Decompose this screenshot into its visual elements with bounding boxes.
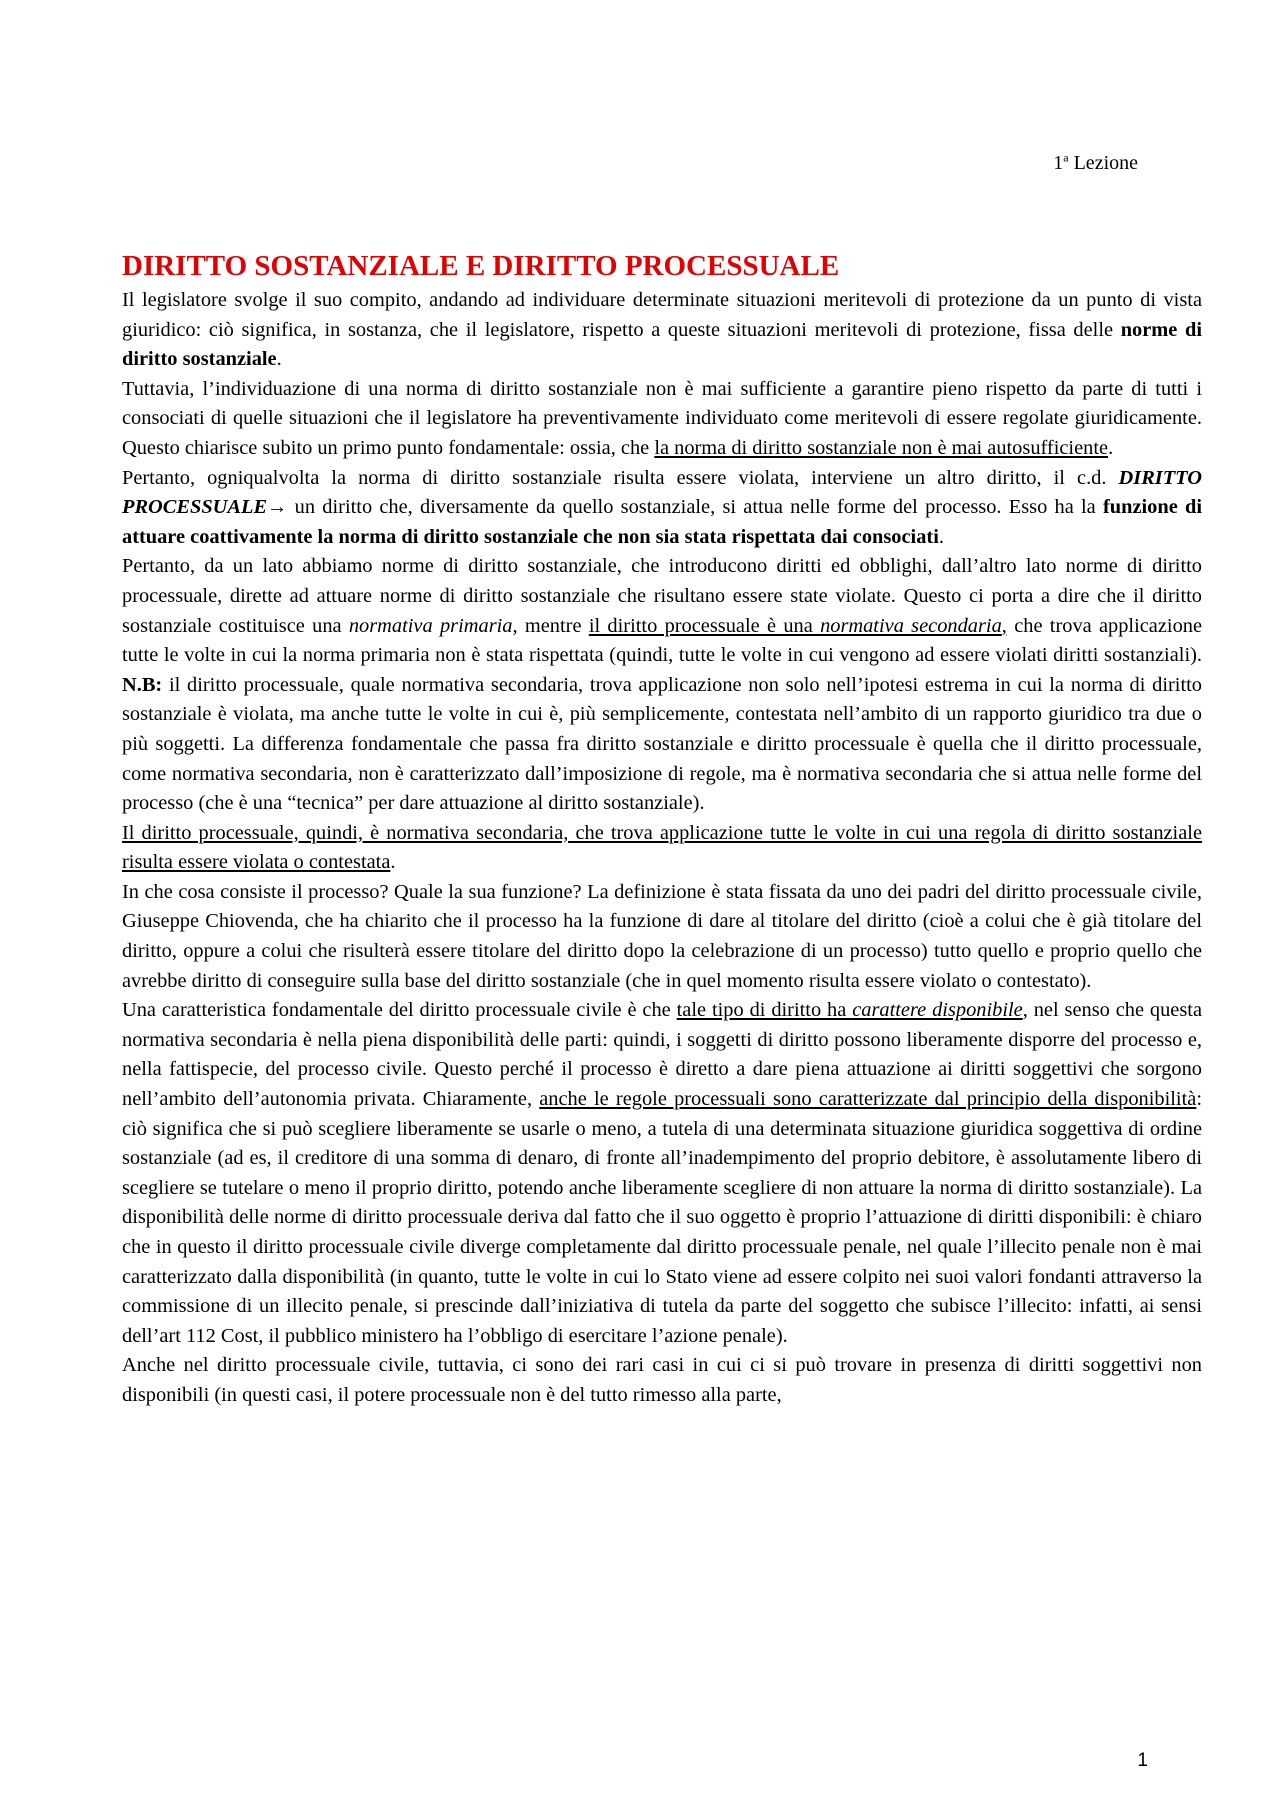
paragraph-3 <box>122 464 1202 553</box>
text-run: Anche nel diritto processuale civile, tuttavia, ci sono dei rari casi in cui ci si può trovare in presenza di diritti soggettivi non disponibili (in questi casi, il potere processuale non è del tutto rimesso alla parte, <box>122 1354 1202 1406</box>
section-title: DIRITTO SOSTANZIALE E DIRITTO PROCESSUALE <box>122 250 840 282</box>
lesson-ordinal-suffix: a <box>1063 150 1069 165</box>
text-run: . <box>390 851 396 874</box>
underlined-italic-run: normativa secondaria <box>820 614 1002 637</box>
underlined-run: , <box>1001 614 1007 637</box>
paragraph-6 <box>122 878 1202 996</box>
page-number: 1 <box>1137 1750 1148 1771</box>
document-body <box>122 286 1202 1411</box>
text-run: Il legislatore svolge il suo compito, andando ad individuare determinate situazioni meritevoli di protezione da un punto di vista giuridico: ciò significa, in sostanza, che il legislatore, rispetto a queste situazioni meritevoli di protezione, fissa delle <box>122 289 1202 341</box>
paragraph-8 <box>122 1351 1202 1410</box>
text-run: In che cosa consiste il processo? Quale la sua funzione? La definizione è stata fissata da uno dei padri del diritto processuale civile, Giuseppe Chiovenda, che ha chiarito che il processo ha la funzione di dare al titolare del diritto (cioè a colui che è già titolare del diritto, oppure a colui che risulterà essere titolare del diritto dopo la celebrazione di un processo) tutto quello e proprio quello che avrebbe diritto di conseguire sulla base del diritto sostanziale (che in quel momento risulta essere violato o contestato). <box>122 880 1202 992</box>
text-run: che trova applicazione tutte le volte in cui la norma primaria non è stata rispettata (quindi, tutte le volte in cui vengono ad essere violati diritti sostanziali). <box>122 614 1203 667</box>
text-run: il diritto processuale, quale normativa secondaria, trova applicazione non solo nell’ipotesi estrema in cui la norma di diritto sostanziale è violata, ma anche tutte le volte in cui è, più semplicemente, contestata nell’ambito di un rapporto giuridico tra due o più soggetti. La differenza fondamentale che passa fra diritto sostanziale e diritto processuale è quella che il diritto processuale, come normativa secondaria, non è caratterizzato dall’imposizione di regole, ma è normativa secondaria che si attua nelle forme del processo (che è una “tecnica” per dare attuazione al diritto sostanziale). <box>122 673 1202 815</box>
text-run: . <box>276 348 282 371</box>
paragraph-4 <box>122 552 1202 818</box>
bold-run: N.B: <box>122 673 163 696</box>
lesson-number: 1 <box>1053 152 1064 174</box>
underlined-run: Il diritto processuale, quindi, è normativa secondaria, che trova applicazione tutte le volte in cui una regola di diritto sostanziale risulta essere violata o contestata <box>122 821 1202 874</box>
bold-run: funzione di attuare coattivamente la norma di diritto sostanziale che non sia stata rispettata dai consociati <box>122 496 1202 548</box>
text-run: Una caratteristica fondamentale del diritto processuale civile è che <box>122 999 677 1022</box>
underlined-italic-run: carattere disponibile <box>852 999 1023 1022</box>
text-run: , nel senso che questa normativa secondaria è nella piena disponibilità delle parti: quindi, i soggetti di diritto possono liberamente disporre del processo e, nella fattispecie, del processo civile. Questo perché il processo è diretto a dare piena attuazione ai diritti soggettivi che sorgono nell’ambito dell’autonomia privata. Chiaramente, <box>122 999 1202 1111</box>
underlined-run: anche le regole processuali sono caratterizzate dal principio della disponibilità <box>539 1088 1197 1111</box>
italic-run: normativa primaria <box>348 614 513 637</box>
lesson-label: Lezione <box>1073 152 1138 174</box>
text-run: . <box>1108 436 1114 459</box>
text-run: → un diritto che, diversamente da quello sostanziale, si attua nelle forme del processo. Esso ha la <box>267 496 1103 519</box>
paragraph-2 <box>122 375 1202 464</box>
text-run: , mentre <box>512 614 589 637</box>
underlined-run: tale tipo di diritto ha <box>676 999 853 1022</box>
paragraph-5 <box>122 819 1202 878</box>
text-run: Tuttavia, l’individuazione di una norma di diritto sostanziale non è mai sufficiente a garantire pieno rispetto da parte di tutti i consociati di quelle situazioni che il legislatore ha preventivamente individuato come meritevoli di essere regolate giuridicamente. Questo chiarisce subito un primo punto fondamentale: ossia, che <box>122 377 1202 459</box>
underlined-run: la norma di diritto sostanziale non è mai autosufficiente <box>654 436 1109 459</box>
text-run: Pertanto, da un lato abbiamo norme di diritto sostanziale, che introducono diritti ed obblighi, dall’altro lato norme di diritto processuale, dirette ad attuare norme di diritto sostanziale che risultano essere state violate. Questo ci porta a dire che il diritto sostanziale costituisce una <box>122 555 1202 637</box>
text-run: : ciò significa che si può scegliere liberamente se usarle o meno, a tutela di una determinata situazione giuridica soggettiva di ordine sostanziale (ad es, il creditore di una somma di denaro, di fronte all’inadempimento del proprio debitore, è assolutamente libero di scegliere se tutelare o meno il proprio diritto, potendo anche liberamente scegliere di non attuare la norma di diritto sostanziale). La disponibilità delle norme di diritto processuale deriva dal fatto che il suo oggetto è proprio l’attuazione di diritti disponibili: è chiaro che in questo il diritto processuale civile diverge completamente dal diritto processuale penale, nel quale l’illecito penale non è mai caratterizzato dalla disponibilità (in quanto, tutte le volte in cui lo Stato viene ad essere colpito nei suoi valori fondanti attraverso la commissione di un illecito penale, si prescinde dall’iniziativa di tutela da parte del soggetto che subisce l’illecito: infatti, ai sensi dell’art 112 Cost, il pubblico ministero ha l’obbligo di esercitare l’azione penale). <box>122 1088 1202 1347</box>
underlined-run: il diritto processuale è una <box>588 614 821 637</box>
text-run: . <box>938 525 944 548</box>
paragraph-7 <box>122 996 1202 1351</box>
text-run: Pertanto, ogniqualvolta la norma di diritto sostanziale risulta essere violata, interviene un altro diritto, il c.d. <box>122 466 1119 489</box>
bold-italic-run: DIRITTO PROCESSUALE <box>122 466 1202 519</box>
bold-run: norme di diritto sostanziale <box>122 318 1202 371</box>
lesson-header <box>1053 152 1138 175</box>
paragraph-1 <box>122 286 1202 375</box>
